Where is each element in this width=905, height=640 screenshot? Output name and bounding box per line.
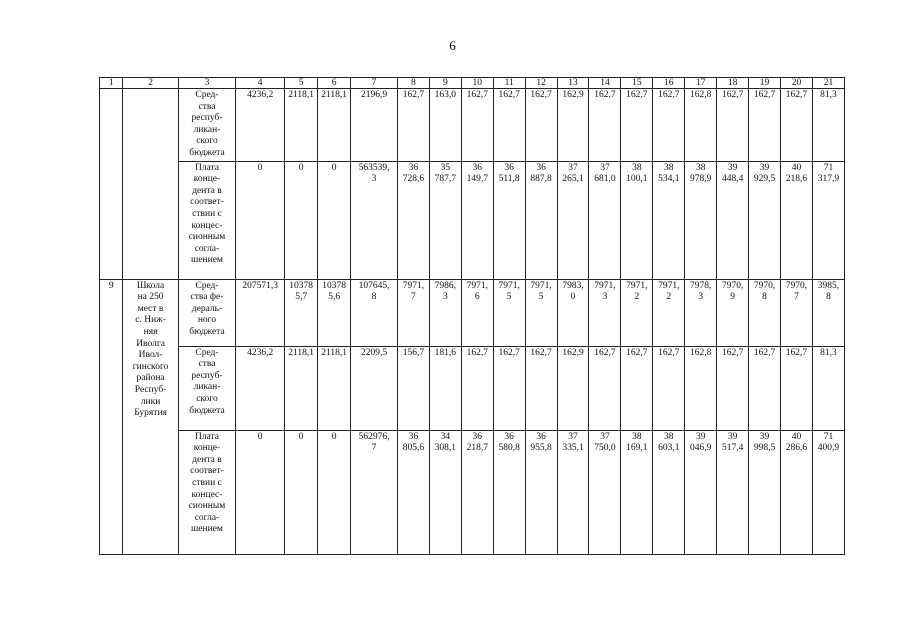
item-number-cell [100, 89, 123, 280]
value-cell: 7971, 6 [461, 279, 493, 346]
value-cell: 563539, 3 [351, 161, 398, 279]
column-header: 18 [717, 78, 749, 89]
value-cell: 162,7 [781, 346, 813, 430]
funding-source-cell: Сред- ства фе- дераль- ного бюджета [178, 279, 235, 346]
item-number-cell: 9 [100, 279, 123, 554]
value-cell: 81,3 [812, 346, 844, 430]
value-cell: 162,7 [461, 89, 493, 162]
value-cell: 562976, 7 [351, 430, 398, 554]
value-cell: 162,7 [781, 89, 813, 162]
value-cell: 3985, 8 [812, 279, 844, 346]
column-header: 9 [429, 78, 461, 89]
funding-source-cell: Плата конце- дента в соответ- ствии с концес- сионным согла- шением [178, 430, 235, 554]
value-cell: 39 929,5 [749, 161, 781, 279]
value-cell: 38 169,1 [621, 430, 653, 554]
value-cell: 7971, 5 [493, 279, 525, 346]
column-header: 1 [100, 78, 123, 89]
value-cell: 0 [236, 161, 285, 279]
value-cell: 35 787,7 [429, 161, 461, 279]
value-cell: 7971, 2 [621, 279, 653, 346]
value-cell: 36 149,7 [461, 161, 493, 279]
value-cell: 181,6 [429, 346, 461, 430]
value-cell: 162,7 [717, 346, 749, 430]
value-cell: 4236,2 [236, 89, 285, 162]
value-cell: 162,7 [621, 89, 653, 162]
value-cell: 71 400,9 [812, 430, 844, 554]
table-row [100, 89, 845, 162]
value-cell: 162,7 [653, 346, 685, 430]
value-cell: 7971, 7 [397, 279, 429, 346]
value-cell: 39 046,9 [685, 430, 717, 554]
column-header: 4 [236, 78, 285, 89]
value-cell: 0 [236, 430, 285, 554]
value-cell: 2118,1 [318, 89, 351, 162]
value-cell: 162,7 [653, 89, 685, 162]
value-cell: 156,7 [397, 346, 429, 430]
column-header: 16 [653, 78, 685, 89]
table-row [100, 161, 845, 279]
value-cell: 81,3 [812, 89, 844, 162]
value-cell: 162,7 [749, 89, 781, 162]
value-cell: 0 [285, 430, 318, 554]
value-cell: 107645, 8 [351, 279, 398, 346]
column-header: 7 [351, 78, 398, 89]
column-header: 8 [397, 78, 429, 89]
value-cell: 38 603,1 [653, 430, 685, 554]
value-cell: 2118,1 [285, 89, 318, 162]
table-row [100, 279, 845, 346]
value-cell: 36 511,8 [493, 161, 525, 279]
value-cell: 7978, 3 [685, 279, 717, 346]
value-cell: 39 998,5 [749, 430, 781, 554]
funding-source-cell: Сред- ства респуб- ликан- ского бюджета [178, 346, 235, 430]
value-cell: 162,7 [461, 346, 493, 430]
value-cell: 36 805,6 [397, 430, 429, 554]
value-cell: 2209,5 [351, 346, 398, 430]
value-cell: 37 335,1 [557, 430, 589, 554]
value-cell: 36 580,8 [493, 430, 525, 554]
value-cell: 37 265,1 [557, 161, 589, 279]
value-cell: 2118,1 [285, 346, 318, 430]
value-cell: 162,7 [717, 89, 749, 162]
value-cell: 0 [318, 430, 351, 554]
value-cell: 162,7 [493, 89, 525, 162]
column-header: 12 [525, 78, 557, 89]
value-cell: 10378 5,6 [318, 279, 351, 346]
value-cell: 162,8 [685, 346, 717, 430]
value-cell: 7971, 5 [525, 279, 557, 346]
value-cell: 7970, 8 [749, 279, 781, 346]
value-cell: 7986, 3 [429, 279, 461, 346]
value-cell: 162,7 [589, 346, 621, 430]
value-cell: 36 218,7 [461, 430, 493, 554]
value-cell: 34 308,1 [429, 430, 461, 554]
value-cell: 4236,2 [236, 346, 285, 430]
column-header: 2 [123, 78, 178, 89]
table-row [100, 346, 845, 430]
table-row [100, 430, 845, 554]
column-header: 20 [781, 78, 813, 89]
object-name-cell: Школа на 250 мест в с. Ниж- няя Иволга Ивол- гинского района Респуб- лики Бурятия [123, 279, 178, 554]
value-cell: 0 [318, 161, 351, 279]
funding-source-cell: Сред- ства респуб- ликан- ского бюджета [178, 89, 235, 162]
value-cell: 162,7 [397, 89, 429, 162]
value-cell: 39 448,4 [717, 161, 749, 279]
column-header: 13 [557, 78, 589, 89]
value-cell: 71 317,9 [812, 161, 844, 279]
value-cell: 162,7 [621, 346, 653, 430]
column-header: 15 [621, 78, 653, 89]
value-cell: 162,9 [557, 89, 589, 162]
value-cell: 162,9 [557, 346, 589, 430]
column-header: 5 [285, 78, 318, 89]
value-cell: 37 750,0 [589, 430, 621, 554]
column-header: 6 [318, 78, 351, 89]
value-cell: 40 286,6 [781, 430, 813, 554]
value-cell: 36 955,8 [525, 430, 557, 554]
value-cell: 162,7 [493, 346, 525, 430]
value-cell: 7983, 0 [557, 279, 589, 346]
column-number-row [100, 78, 845, 89]
value-cell: 38 534,1 [653, 161, 685, 279]
funding-source-cell: Плата конце- дента в соответ- ствии с концес- сионным согла- шением [178, 161, 235, 279]
column-header: 10 [461, 78, 493, 89]
value-cell: 2196,9 [351, 89, 398, 162]
page-number: 6 [449, 38, 456, 53]
value-cell: 10378 5,7 [285, 279, 318, 346]
column-header: 21 [812, 78, 844, 89]
column-header: 19 [749, 78, 781, 89]
value-cell: 7970, 9 [717, 279, 749, 346]
value-cell: 163,0 [429, 89, 461, 162]
value-cell: 162,7 [525, 346, 557, 430]
value-cell: 7971, 3 [589, 279, 621, 346]
budget-table [99, 77, 845, 555]
value-cell: 38 978,9 [685, 161, 717, 279]
value-cell: 38 100,1 [621, 161, 653, 279]
column-header: 11 [493, 78, 525, 89]
value-cell: 36 728,6 [397, 161, 429, 279]
value-cell: 207571,3 [236, 279, 285, 346]
column-header: 17 [685, 78, 717, 89]
value-cell: 162,7 [749, 346, 781, 430]
value-cell: 2118,1 [318, 346, 351, 430]
value-cell: 36 887,8 [525, 161, 557, 279]
value-cell: 0 [285, 161, 318, 279]
column-header: 14 [589, 78, 621, 89]
value-cell: 7971, 2 [653, 279, 685, 346]
value-cell: 7970, 7 [781, 279, 813, 346]
column-header: 3 [178, 78, 235, 89]
value-cell: 162,7 [525, 89, 557, 162]
value-cell: 37 681,0 [589, 161, 621, 279]
object-name-cell [123, 89, 178, 280]
value-cell: 40 218,6 [781, 161, 813, 279]
value-cell: 162,7 [589, 89, 621, 162]
value-cell: 162,8 [685, 89, 717, 162]
value-cell: 39 517,4 [717, 430, 749, 554]
